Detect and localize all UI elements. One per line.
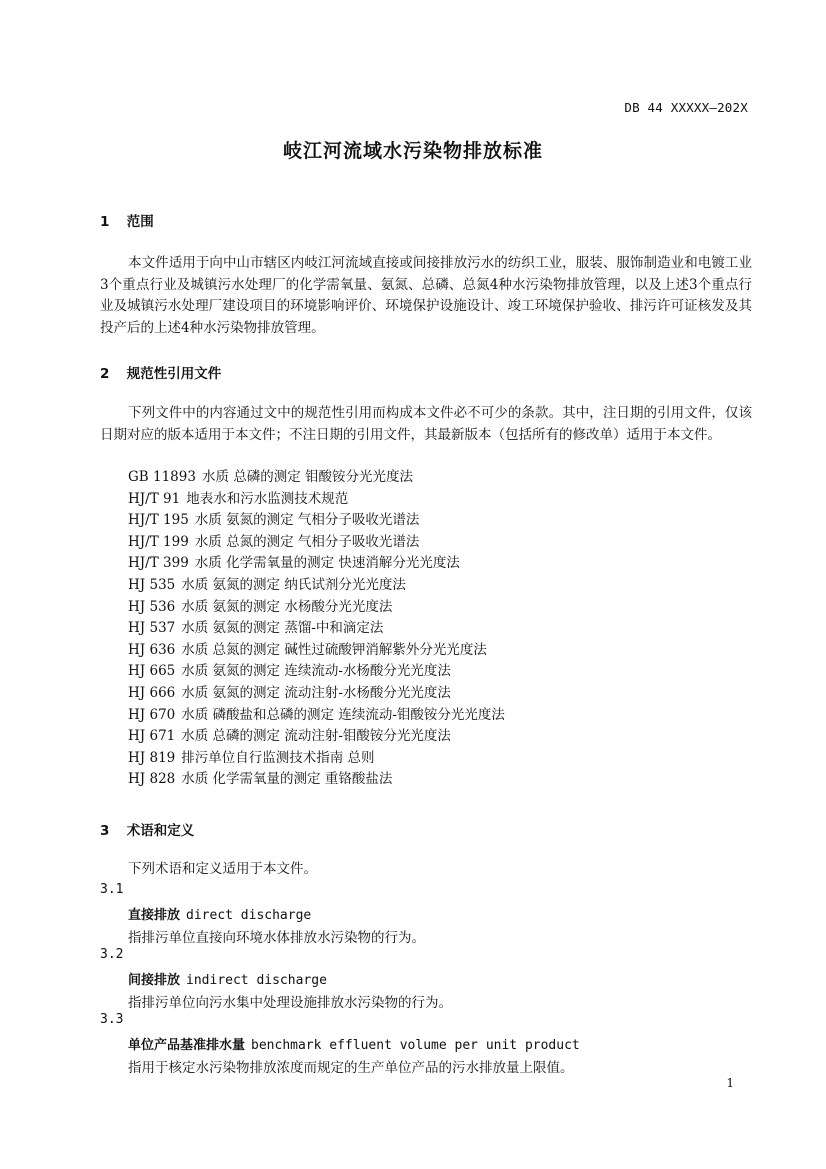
list-item — [128, 705, 505, 727]
reference-title: 水质 氨氮的测定 纳氏试剂分光光度法 — [181, 576, 406, 593]
list-item — [128, 769, 505, 791]
term-name — [128, 969, 327, 988]
reference-title: 水质 氨氮的测定 蒸馏-中和滴定法 — [181, 620, 384, 637]
term-number: 3.2 — [100, 947, 124, 962]
term-name-zh: 间接排放 — [128, 973, 181, 988]
term-name — [128, 904, 311, 923]
reference-code: HJ 636 — [128, 641, 176, 658]
term-name-en: direct discharge — [186, 908, 312, 923]
list-item — [128, 726, 505, 748]
reference-code: HJ 671 — [128, 728, 176, 745]
references-intro-paragraph: 下列文件中的内容通过文中的规范性引用而构成本文件必不可少的条款。其中，注日期的引用文件，仅该日期对应的版本适用于本文件；不注日期的引用文件，其最新版本（包括所有的修改单）适用于本文件。 — [100, 405, 752, 443]
list-item — [128, 553, 505, 575]
list-item — [128, 661, 505, 683]
reference-code: HJ 537 — [128, 620, 176, 637]
section-title: 范围 — [126, 214, 154, 230]
list-item — [128, 640, 505, 662]
reference-code: HJ 535 — [128, 576, 176, 593]
section-title: 术语和定义 — [126, 823, 195, 839]
reference-title: 水质 氨氮的测定 流动注射-水杨酸分光光度法 — [181, 684, 451, 701]
reference-code: HJ/T 199 — [128, 533, 189, 550]
reference-code: HJ 536 — [128, 598, 176, 615]
page-number: 1 — [726, 1076, 734, 1090]
term-definition: 指排污单位直接向环境水体排放水污染物的行为。 — [128, 930, 425, 946]
list-item — [128, 748, 505, 770]
term-name-en: indirect discharge — [186, 973, 327, 988]
reference-title: 水质 总氮的测定 气相分子吸收光谱法 — [194, 533, 420, 550]
reference-title: 水质 总氮的测定 碱性过硫酸钾消解紫外分光光度法 — [181, 641, 487, 658]
reference-title: 水质 总磷的测定 流动注射-钼酸铵分光光度法 — [181, 728, 451, 745]
terms-intro-paragraph: 下列术语和定义适用于本文件。 — [128, 861, 317, 877]
reference-code: GB 11893 — [128, 469, 196, 485]
list-item — [128, 683, 505, 705]
document-code: DB 44 XXXXX—202X — [624, 100, 748, 115]
list-item — [128, 618, 505, 640]
term-name-zh: 单位产品基准排水量 — [128, 1038, 246, 1053]
reference-title: 水质 氨氮的测定 气相分子吸收光谱法 — [194, 512, 420, 529]
list-item — [128, 489, 505, 511]
term-definition: 指排污单位向污水集中处理设施排放水污染物的行为。 — [128, 995, 452, 1011]
list-item — [128, 467, 505, 489]
list-item — [128, 575, 505, 597]
reference-code: HJ/T 195 — [128, 512, 189, 529]
section-number: 3 — [100, 823, 110, 839]
term-definition: 指用于核定水污染物排放浓度而规定的生产单位产品的污水排放量上限值。 — [128, 1060, 574, 1076]
list-item — [128, 532, 505, 554]
document-title: 岐江河流域水污染物排放标准 — [282, 140, 543, 162]
term-name — [128, 1034, 580, 1053]
section-heading-normative-references — [100, 362, 221, 382]
reference-title: 排污单位自行监测技术指南 总则 — [181, 749, 375, 766]
reference-title: 水质 磷酸盐和总磷的测定 连续流动-钼酸铵分光光度法 — [181, 706, 505, 723]
reference-title: 水质 氨氮的测定 水杨酸分光光度法 — [181, 598, 393, 615]
reference-title: 水质 化学需氧量的测定 快速消解分光光度法 — [194, 555, 460, 572]
reference-code: HJ 665 — [128, 663, 176, 680]
scope-paragraph: 本文件适用于向中山市辖区内岐江河流域直接或间接排放污水的纺织工业，服装、服饰制造业和电镀工业3个重点行业及城镇污水处理厂的化学需氧量、氨氮、总磷、总氮4种水污染物排放管理，以及上述3个重点行业及城镇污水处理厂建设项目的环境影响评价、环境保护设施设计、竣工环境保护验收、排污许可证核发及其投产后的上述4种水污染物排放管理。 — [100, 255, 752, 336]
reference-code: HJ 666 — [128, 684, 176, 701]
reference-code: HJ 828 — [128, 771, 176, 788]
reference-code: HJ 670 — [128, 706, 176, 723]
reference-code: HJ 819 — [128, 749, 176, 766]
list-item — [128, 510, 505, 532]
list-item — [128, 597, 505, 619]
reference-title: 水质 化学需氧量的测定 重铬酸盐法 — [181, 771, 393, 788]
reference-code: HJ/T 91 — [128, 490, 181, 507]
term-number: 3.3 — [100, 1012, 124, 1027]
section-heading-scope — [100, 210, 154, 230]
reference-list — [128, 467, 505, 791]
section-heading-terms-definitions — [100, 819, 194, 839]
reference-title: 水质 总磷的测定 钼酸铵分光光度法 — [201, 469, 414, 485]
term-number: 3.1 — [100, 882, 124, 897]
section-title: 规范性引用文件 — [126, 366, 222, 382]
section-number: 2 — [100, 366, 110, 382]
term-name-zh: 直接排放 — [128, 908, 181, 923]
section-number: 1 — [100, 214, 110, 230]
reference-title: 地表水和污水监测技术规范 — [186, 490, 349, 507]
reference-title: 水质 氨氮的测定 连续流动-水杨酸分光光度法 — [181, 663, 451, 680]
term-name-en: benchmark effluent volume per unit product — [251, 1038, 580, 1053]
reference-code: HJ/T 399 — [128, 555, 189, 572]
